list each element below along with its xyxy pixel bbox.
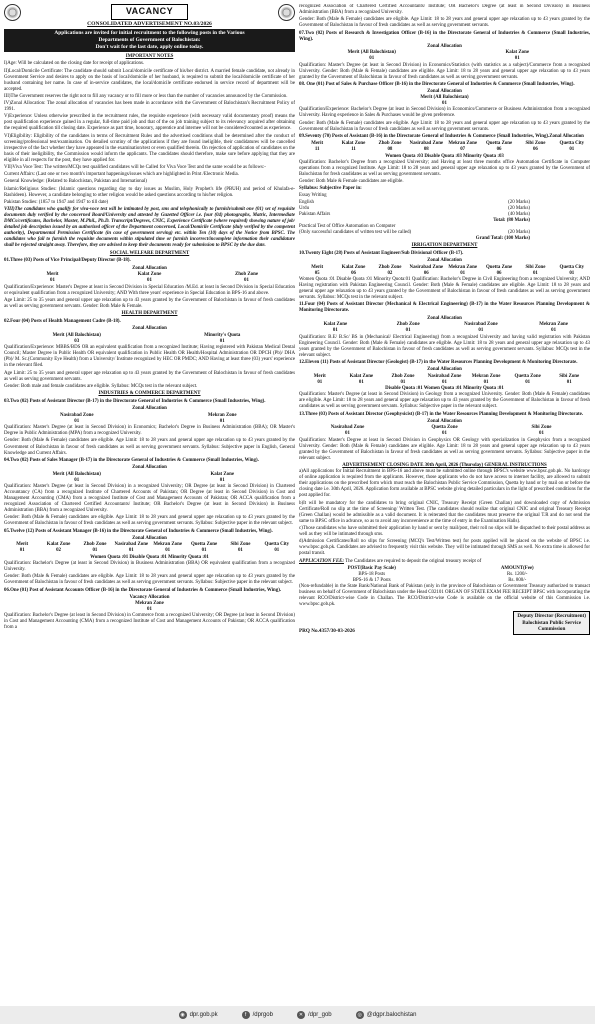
zone-name: Nasirabad Zone bbox=[330, 425, 365, 431]
note-item: VII)Viva Voce Test: The written/MCQs test qualified candidates will be Called for Viva Voce Test and the same would be as follows:- bbox=[4, 164, 266, 170]
zone-count: 01 bbox=[74, 418, 80, 424]
qualification-text: Qualification: Bachelor's Degree (at least in Second Division) in Business Administration (BBA) OR equivalent qualification from a recognized University. bbox=[4, 561, 295, 573]
footer-item[interactable] bbox=[297, 1011, 332, 1019]
zone-name: Nasirabad Zone bbox=[114, 542, 149, 548]
footer-item[interactable] bbox=[242, 1011, 273, 1019]
zone-count: 01 bbox=[128, 548, 134, 554]
zonal-allocation-label: Zonal Allocation bbox=[132, 326, 167, 332]
zone-count: 01 bbox=[274, 548, 280, 554]
post-title: 09.Seventy (70) Posts of Assistant (B-16) in the Directorate General of Industries & Commerce (Small Industries, Wing).Zonal Allocation bbox=[299, 133, 584, 139]
age-limit-text: Age Limit: 25 to 35 years and general upper age relaxation up to 43 years granted by the Government of Balochistan in favour of fresh candidates as well as serving government servants. Gender: Both Male & Female. bbox=[4, 297, 295, 309]
zone-name: Mekran Zone bbox=[448, 141, 478, 147]
zone-name: Mekran Zone bbox=[539, 322, 568, 328]
zone-count: 01 bbox=[237, 548, 243, 554]
zone-name: Quetta Zone bbox=[431, 425, 458, 431]
allocation-table bbox=[299, 50, 590, 62]
facebook-icon: f bbox=[242, 1011, 250, 1019]
zone-count: 02 bbox=[387, 270, 393, 276]
qualification-text: Qualification: Master's Degree (at least in Second Division) in a recognized University; OR Degree (at least in Second Division) in Chartered Accountancy (CA) from a recognized Institute of Chartered Accounts of Pakistan; OR Degree (at least in Second Division) in Cost and Management Accounting (CMA) from a recognized Institute of Cost and Management Accounts of Pakistan; OR ACCA qualification from a recognized Association of Chartered Certified Accountants/ Institute; OR Bachelor's Degree (at least in Second Division) in Business Administration (BBA) from a recognized University. bbox=[4, 484, 295, 514]
zone-count: 01 bbox=[165, 548, 171, 554]
zonal-allocation-label: Zonal Allocation bbox=[427, 257, 462, 263]
notes-title: IMPORTANT NOTES bbox=[125, 53, 174, 59]
zone-name: Nasirabad Zone bbox=[427, 373, 462, 379]
zone-count: 01 bbox=[551, 328, 557, 334]
footer-item[interactable] bbox=[356, 1011, 417, 1019]
department-title: SOCIAL WELFARE DEPARTMENT bbox=[109, 250, 190, 256]
syllabus-subject: English bbox=[299, 199, 314, 205]
zone-count: 02 bbox=[56, 548, 61, 554]
zone-name: Zhob Zone bbox=[396, 322, 420, 328]
instagram-icon: ◎ bbox=[357, 1012, 362, 1018]
footer-text: /dpr_gob bbox=[307, 1012, 332, 1018]
zone-name: Kalat Zone bbox=[341, 264, 366, 270]
fee-header: AMOUNT(Fee) bbox=[500, 565, 534, 571]
zone-name: Merit (All Balochistan) bbox=[420, 95, 469, 101]
banner-line: Applications are invited for initial recruitment to the following posts in the Various bbox=[54, 30, 245, 37]
allocation-table bbox=[4, 542, 295, 554]
zone-name: Nasirabad Zone bbox=[59, 412, 94, 418]
zone-name: Kalat Zone bbox=[505, 50, 529, 56]
age-limit-text: Gender: Both (Male & Female) candidates are eligible. Age Limit: 18 to 28 years and general upper age relaxation up to 43 years granted by the Government of Balochistan in favour of fresh candidates as well as serving government servants. Syllabus: Subjective paper in the relevant subject. bbox=[4, 515, 295, 527]
government-seal-right bbox=[278, 4, 295, 21]
zone-name: Quetta Zone bbox=[514, 373, 541, 379]
syllabus-marks: (20 Marks) bbox=[508, 229, 530, 235]
vacancy-allocation-label: Vacancy Allocation bbox=[129, 594, 170, 600]
zonal-allocation-label: Zonal Allocation bbox=[427, 367, 462, 373]
zone-name: Nasirabad Zone bbox=[409, 264, 444, 270]
post-title: 12.Eleven (11) Posts of Assistant Director (Geologist) (B-17) in the Water Resources Planning Development & Monitoring Directorate. bbox=[299, 360, 578, 366]
syllabus-subject: Pakistan Affairs bbox=[299, 211, 331, 217]
fee-title: APPLICATION FEE: bbox=[299, 558, 344, 564]
post-title: 10.Twenty Eight (28) Posts of Assistant Engineer/Sub Divisional Officer (B-17). bbox=[299, 250, 464, 256]
post-title: 06.One (01) Post of Assistant Accounts Officer (B-16) in the Directorate General of Industries & Commerce (Small Industries, Wing). bbox=[4, 587, 282, 593]
fee-amount: Rs. 1200/- bbox=[507, 571, 528, 577]
zone-name: Merit bbox=[311, 141, 324, 147]
prq-number: PRQ No.4357/30-03-2026 bbox=[299, 628, 355, 635]
zone-count: 01 bbox=[219, 338, 225, 344]
fee-note: (Non-refundable) in the State Bank/National Bank of Pakistan (only in the province of Balochistan or Government Treasury authorized to transact business on behalf of Government of Balochistan under the Head C02101 ORGAN OF STATE EXAM FEE RECEIPT BPSC with incorporating the relevant RCO/District-wise Code in Challan. The RCO/District-wise Code is available on the official website of this Commission i.e. www.bpsc.gob.pk. bbox=[299, 584, 590, 608]
zone-count: 01 bbox=[317, 379, 323, 385]
note-item: VI)Eligibility: Eligibility of the candidates in terms of Recruitment Rules and the advertised conditions shall be determined after the conduct of screening/professional test/examination. On detailed scrutiny of the applications if they are found ineligible, their candidatures will be cancelled irrespective of the fact whether they have appeared in the examination/test or even qualified therein. On rejection of application of candidates on the basis of their ineligibility, the Commission would inform the applicants. The candidates should therefore, make sure before applying that they are eligible in all respects for the post, they have applied for. bbox=[4, 133, 295, 163]
zone-count: 07 bbox=[460, 147, 466, 153]
signatory bbox=[513, 611, 590, 634]
instruction-item: b)It will be mandatory for the candidates to bring original CNIC, Treasury Receipt (Green Challan) and downloaded copy of Admission Certificate/Roll no slip at the time of Screening/ Written Test. (The candidates should realize that original CNIC and original Treasury Receipt (Green Challan) would be admissible as a valid document. It is reiterated that the candidates must preserve the original T.R and do not send the same to BPSC office in advance, so as to avoid any inconvenience at the time of entry in the Examination Halls). bbox=[299, 500, 590, 524]
zonal-allocation-label: Zonal Allocation bbox=[427, 89, 462, 95]
zone-name: Zhob Zone bbox=[235, 272, 258, 278]
zonal-allocation-label: Zonal Allocation bbox=[132, 265, 167, 271]
note-item: Current Affairs: (Last one or two month's important happenings/issues which are highlighted in Print /Electronic Media. bbox=[4, 172, 239, 178]
social-footer bbox=[0, 1006, 595, 1024]
zone-name: Kalat Zone bbox=[46, 542, 71, 548]
zone-count: 01 bbox=[566, 379, 572, 385]
note-item: General Knowledge: (Related to Balochistan, Pakistan and International) bbox=[4, 179, 147, 185]
government-seal-left bbox=[4, 4, 21, 21]
qualification-text: Qualification/Experience: Bachelor's Degree (at least in Second Division) in Economics/Commerce or Business Administration from a recognized University. Having experience in Sales & Purchases would be given preference. bbox=[299, 107, 590, 119]
zone-count: 01 bbox=[345, 431, 350, 437]
qualification-text: Qualification: Bachelor's Degree from a recognized University; and Having at least three months office Automation Certificate in Computer operations from a recognized Institute. Age Limit: 18 to 28 years and general upper age relaxation up to 43 years granted by the Government of Balochistan for fresh candidates as well as serving government servants. bbox=[299, 159, 590, 177]
zone-name: Zhob Zone bbox=[378, 141, 402, 147]
banner-line: Don't wait for the last date, apply online today. bbox=[95, 43, 204, 50]
zone-name: Kalat Zone bbox=[349, 373, 374, 379]
zonal-allocation-label: Zonal Allocation bbox=[427, 315, 462, 321]
zone-count: 06 bbox=[496, 147, 502, 153]
zone-name: Zhob Zone bbox=[83, 542, 107, 548]
age-limit-text: Gender: Both (Male & Female) candidates are eligible. Age Limit: 18 to 28 years and general upper age relaxation up to 43 years granted by the Government of Balochistan in favour of fresh candidates as well as serving government servants. Syllabus: Subjective paper in English, General Knowledge and Current Affairs. bbox=[4, 438, 295, 456]
allocation-table bbox=[299, 374, 590, 386]
zone-count: 05 bbox=[314, 270, 320, 276]
zone-name: Quetta City bbox=[559, 264, 585, 270]
zone-name: Quetta City bbox=[264, 542, 290, 548]
globe-icon: ◉ bbox=[180, 1012, 185, 1018]
post-title: 13.Three (03) Posts of Assistant Director (Geophysicist) (B-17) in the Water Resources Planning Development & Monitoring Directorate. bbox=[299, 411, 584, 417]
quota-line: Disable Quota :01 Women Quota :01 Minority Quota :01 bbox=[385, 386, 504, 392]
zonal-allocation-label: Zonal Allocation bbox=[427, 43, 462, 49]
post-title: 07.Two (02) Posts of Research & Investigation Officer (B-16) in the Directorate General of Industries & Commerce (Small Industries, Wing). bbox=[299, 30, 590, 42]
banner bbox=[4, 29, 295, 52]
qualification-text: Qualification: Bachelor's Degree (at least in Second Division) in Commerce from a recognized University; OR Degree (at least in Second Division) in Cost and Management Accounting (CMA) from a recognized Institute of Cost and Management Accounts of Pakistan; OR ACCA qualification from a bbox=[4, 612, 295, 630]
zonal-allocation-label: Zonal Allocation bbox=[132, 535, 167, 541]
zone-name: Merit bbox=[46, 272, 59, 278]
zone-name: Quetta City bbox=[559, 141, 585, 147]
zone-count: 11 bbox=[314, 147, 320, 153]
gender-text: Gender: Both male and female candidates are eligible. Syllabus: MCQs test in the relevant subject. bbox=[4, 383, 198, 389]
zone-count: 01 bbox=[244, 278, 249, 284]
allocation-table bbox=[299, 322, 590, 334]
zone-name: Zhob Zone bbox=[378, 264, 402, 270]
zone-count: 01 bbox=[405, 328, 411, 334]
zone-name: Sibi Zone bbox=[531, 425, 552, 431]
zone-name: Sibi Zone bbox=[230, 542, 251, 548]
zonal-allocation-label: Zonal Allocation bbox=[427, 418, 462, 424]
banner-line: Departments of Government of Balochistan: bbox=[98, 37, 201, 44]
post-title: 08. One (01) Post of Sales & Purchase Officer (B-16) in the Directorate General of Industries & Commerce (Small Industries, Wing). bbox=[299, 82, 575, 88]
qualification-text: Qualification/Experience: Master's Degree at least in Second Division in Special Education /M.Ed. at least in Second Division in Special Education or equivalent qualification from a recognized University; AND With three years' experience in Special Education in BPS-16 and above. bbox=[4, 284, 295, 296]
fee-post: BPS-18 Posts bbox=[358, 571, 386, 577]
zonal-allocation-label: Zonal Allocation bbox=[132, 406, 167, 412]
zone-count: 01 bbox=[442, 101, 447, 107]
zone-name: Mekran Zone bbox=[207, 412, 237, 418]
signature-block bbox=[299, 611, 590, 634]
syllabus-marks: (20 Marks) bbox=[508, 199, 530, 205]
closing-date-heading: ADVERTISEMENT CLOSING DATE 30th April, 2026 (Thursday) GENERAL INSTRUCTIONS bbox=[342, 463, 547, 469]
qualification-text: Qualification/Experience: MBBS/BDS OR an equivalent qualification from a recognized Institute; Having registered with Pakistan Medical Dental Council; Master Degree in Public Health OR equivalent qualification in Public Health OR Health/Hospital Administration OR DPCH (Pb)/ DHA (Pb)/ M. Sc.(Community Eye Health) from a University/ Institute recognized by HEC OR PMDC; AND Having at least three (03) years' experience in the relevant filed. bbox=[4, 345, 295, 369]
zone-count: 01 bbox=[19, 548, 25, 554]
zone-count: 08 bbox=[423, 147, 429, 153]
zone-count: 01 bbox=[569, 147, 575, 153]
left-column bbox=[4, 4, 295, 1006]
qualification-text: recognized Association of Chartered Certified Accountants/ Institute; OR Bachelor's Degree (at least in Second Division) in Business Administration (BBA) from a recognized University. bbox=[299, 4, 590, 16]
age-limit-text: Gender: Both (Male & Female) candidates are eligible. Age Limit: 18 to 28 years and general upper age relaxation up to 43 years granted by the Government of Balochistan in favour of fresh candidates as well as serving government servants. bbox=[299, 17, 590, 29]
zone-name: Merit bbox=[16, 542, 29, 548]
qualification-text: Qualification: Master's Degree at least in Second Division in Geophysics OR Geology with specialization in Geophysics from a recognized University. Gender: Both (Male & Female) candidates are eligible. Age Limit: 18 to 28 years and general upper age relaxation up to 43 years granted by the Government of Balochistan in favour of fresh candidates as well as serving government servants. Syllabus: Subjective paper in the relevant subject. bbox=[299, 437, 590, 462]
signatory-line: Deputy Director (Recruitment) bbox=[517, 613, 586, 620]
zone-count: 01 bbox=[478, 328, 484, 334]
zone-count: 06 bbox=[496, 270, 502, 276]
age-limit-text: Age Limit: 25 to 35 years and general upper age relaxation up to 43 years granted by the Government of Balochistan in favour of fresh candidates as well as serving government servants. bbox=[4, 370, 295, 382]
footer-item[interactable] bbox=[179, 1011, 218, 1019]
advertisement-number: CONSOLIDATED ADVERTISEMENT NO.03/2026 bbox=[87, 21, 212, 27]
zone-name: Quetta Zone bbox=[485, 141, 513, 147]
zone-name: Kalat Zone bbox=[341, 141, 366, 147]
syllabus-marks: (20 Marks) bbox=[508, 205, 530, 211]
zone-name: Mekran Zone bbox=[471, 373, 501, 379]
allocation-table bbox=[4, 333, 295, 345]
syllabus-marks: Total: (80 Marks) bbox=[493, 217, 530, 223]
gender-text: Gender: Both Male & Female candidates are eligible. bbox=[299, 179, 404, 185]
syllabus-subject: Practical Test of Office Automation on Computer bbox=[299, 223, 396, 229]
syllabus-marks: (40 Marks) bbox=[508, 211, 530, 217]
zone-count: 01 bbox=[442, 379, 447, 385]
zone-name: Kalat Zone bbox=[323, 322, 348, 328]
zone-name: Kalat Zone bbox=[210, 471, 234, 477]
fee-post: BPS-16 & 17 Posts bbox=[352, 577, 391, 583]
zone-name: Merit (All Balochistan) bbox=[52, 471, 101, 477]
zone-count: 01 bbox=[400, 379, 406, 385]
note-item: Islamic/Religious Studies: (Islamic questions regarding day to day issues as Muslim, Holy Prophet's life (PBUH) and period of Khulafa-e-Rashideen). However, a candidate belonging to other religion would be asked questions according to his/her religion. bbox=[4, 186, 295, 198]
post-title: 11.Four (04) Posts of Assistant Director (Mechanical & Electrical Engineering) (B-17) in the Water Resources Planning Development & Monitoring Directorate. bbox=[299, 302, 590, 314]
footer-text: /dprgob bbox=[252, 1012, 273, 1018]
zone-count: 01 bbox=[539, 431, 544, 437]
zone-count: 01 bbox=[332, 328, 338, 334]
age-limit-text: Gender: Both (Male & Female) candidates are eligible. Age Limit: 18 to 28 years and general upper age relaxation up to 43 years granted by the Government of Balochistan in favour of fresh candidates as well as serving government servants. Syllabus: Subjective paper in the relevant subject. bbox=[4, 574, 295, 586]
syllabus-subject: Essay Writing bbox=[299, 193, 327, 199]
zone-count: 01 bbox=[569, 270, 575, 276]
zone-name: Merit bbox=[311, 264, 324, 270]
zone-name: Quetta Zone bbox=[485, 264, 513, 270]
instruction-item: d)Admission Certificates/Roll no slips for Screening (MCQ's Test/Written test) for posts applied will be placed on the website of BPSC i.e. www.bpsc.gob.pk. Candidates are advised to frequently visit this website. They will be intimated through SMS as well. No extra time is allowed for postal transit. bbox=[299, 539, 590, 557]
note-item: III)The Government reserves the right not to fill any vacancy or to fill more or less than the number of vacancies announced by the Commission. bbox=[4, 93, 288, 99]
zone-count: 01 bbox=[74, 477, 80, 483]
zone-name: Minority's Quota bbox=[204, 332, 241, 338]
zone-name: Quetta Zone bbox=[190, 542, 218, 548]
post-title: 04.Two (02) Posts of Sales Manager (B-17) in the Directorate General of Industries & Commerce (Small Industries, Wing). bbox=[4, 457, 259, 463]
allocation-table bbox=[299, 141, 590, 153]
allocation-table bbox=[299, 425, 590, 437]
zone-count: 01 bbox=[147, 606, 152, 612]
note-item: VIII)The candidates who qualify for viva-voce test will be intimated by post, sms and telephonically to furnish/submit one (01) set of requisite documents duly verified by the concerned Board/University and attested by Guzetted Officer i.e. four (04) photographs, Matric, Intermediate DMCs/certificates, Bachelor, Master, M.Phil., Ph.D. Transcript/Degrees, CNIC, Experience Certificate (where required) showing nature of job/ detailed job description issued by an authorized officer of the Department concerned, Local/Domicile Certificate (duly verified by the competent authority), Departmental Permission Certificate (in case of government serving) etc. within Ten (10) days of the Notice from BPSC. The candidates who fail to furnish the requisite documents within stipulated time or furnish incorrect/incomplete information their candidature shall be rejected straight away. Therefore, they are advised to keep their documents ready for submission to BPSC by the due date. bbox=[4, 207, 295, 249]
right-column bbox=[299, 4, 590, 1006]
application-fee bbox=[299, 559, 590, 565]
note-item: II)Local/Domicile Certificate: The candidate should submit Local/domicile certificate of his/her district. A married female candidate, not already in Government Service and desires to apply on the basis of local/domicile of her husband, is required to submit the local/domicile certificate of her husband containing her name. In case of in-service candidates, the local/domicile certificate endorsed in service record of department will be accepted. bbox=[4, 68, 295, 92]
qualification-text: Qualification: Master's Degree (at least in Second Division) in Economics/Statistics (with statistics as a subject)/Commerce from a recognized University. Gender: Both (Male & Female) candidates are eligible. Age Limit: 18 to 28 years and general upper age relaxation up to 43 years granted by the Government of Balochistan in favour of fresh candidates as well as serving government servants. bbox=[299, 62, 590, 80]
fee-header: POST(Basic Pay Scale) bbox=[347, 565, 396, 571]
instruction-item: a)All applications for Initial Recruitment in BPS-16 and above must be submitted online through BPSC's website www.bpsc.gob.pk. No hardcopy of online application is required from the applicants. However, those applicants who do not have access to internet facility, are allowed to submit their applications on the prescribed form which must reach the Balochistan Public Service Commission, Quetta by hand or by mail on or before the closing date i.e. 30th April, 2026. Application form available at BPSC website giving detailed particulars in the light of prescribed conditions for the post applied for. bbox=[299, 469, 590, 499]
fee-amount: Rs. 800/- bbox=[508, 577, 527, 583]
note-item: Pakistan Studies: (1857 to 1947 and 1947 to till date) bbox=[4, 199, 109, 205]
zone-count: 08 bbox=[387, 147, 393, 153]
zone-count: 03 bbox=[74, 338, 80, 344]
department-title: IRRIGATION DEPARTMENT bbox=[411, 243, 478, 249]
zone-name: Zhob Zone bbox=[391, 373, 415, 379]
department-title: HEALTH DEPARTMENT bbox=[121, 311, 178, 317]
zonal-allocation-label: Zonal Allocation bbox=[132, 464, 167, 470]
qualification-text: Women Quota :01 Disable Quota :01 Minority Quota:01 Qualification: Bachelor's Degree in Civil Engineering from a recognized University; AND Having registration with Pakistan Engineering Council. Gender: Both (Male & Female) candidates are eligible. Age Limit: 18 to 28 years and general upper age relaxation up to 43 years granted by the Government of Balochistan in favour of fresh candidates as well as serving government servants. Syllabus: MCQs test in the relevant subject. bbox=[299, 277, 590, 301]
zone-name: Merit (All Balochistan) bbox=[52, 332, 101, 338]
quota-line: Women Quota :01 Disable Quota :01 Minority Quota :01 bbox=[90, 554, 209, 560]
zone-count: 01 bbox=[514, 56, 520, 62]
department-title: INDUSTRIES & COMMERCE DEPARTMENT bbox=[98, 391, 201, 397]
zone-count: 01 bbox=[219, 418, 225, 424]
syllabus-row bbox=[299, 236, 590, 242]
fee-table bbox=[299, 566, 590, 584]
post-title: 05.Twelve (12) Posts of Assistant Manager (B-16) in the Directorate General of Industries & Commerce (Small Industries, Wing). bbox=[4, 528, 273, 534]
qualification-text: Qualification: Master's Degree (at least in Second Division) in Geology from a recognized University. Gender: Both (Male & Female) candidates are eligible. Age Limit: 18 to 28 years and general upper age relaxation up to 43 years granted by the Government of Balochistan in favour of fresh candidates as well as serving government servants. Syllabus: Subjective paper in the relevant subject. bbox=[299, 392, 590, 410]
syllabus-subject: Urdu bbox=[299, 205, 310, 211]
footer-text: dpr.gob.pk bbox=[189, 1012, 218, 1018]
zone-count: 06 bbox=[532, 147, 538, 153]
note-item: IV)Zonal Allocation: The zonal allocation of vacancies has been made in accordance with the Government of Balochistan's Recruitment Policy of 1991. bbox=[4, 101, 295, 113]
note-item: I)Age: Will be calculated on the closing date for receipt of applications. bbox=[4, 61, 145, 67]
zone-count: 06 bbox=[351, 270, 356, 276]
zone-count: 01 bbox=[92, 548, 98, 554]
quota-line: Women Quota :03 Disable Quota :03 Minority Quota :03 bbox=[385, 153, 504, 159]
zone-name: Merit (All Balochistan) bbox=[347, 50, 396, 56]
allocation-table bbox=[4, 413, 295, 425]
signatory-line: Balochistan Public Service bbox=[522, 619, 582, 626]
allocation-table bbox=[299, 265, 590, 277]
age-limit-text: Gender: Both (Male & Female) candidates are eligible. Age Limit: 18 to 28 years and general upper age relaxation up to 43 years granted by the Government of Balochistan in favour of fresh candidates as well as serving government servants. bbox=[299, 120, 590, 132]
zone-name: Sibi Zone bbox=[559, 373, 580, 379]
zone-count: 01 bbox=[532, 270, 538, 276]
zone-count: 01 bbox=[219, 477, 225, 483]
zone-name: Nasirabad Zone bbox=[409, 141, 444, 147]
instruction-item: c)Those candidates who have submitted their application by hand or sent by mail/post, their roll no slips will be dispatched to their postal address as well as they will be intimated through sms. bbox=[299, 525, 590, 537]
footer-text: @dgpr.balochistan bbox=[366, 1012, 417, 1018]
zone-name: Kalat Zone bbox=[137, 272, 162, 278]
qualification-text: Qualification: Master's Degree (at least in Second Division) in Economics; Bachelor's Degree in Business Administration (BBA); OR Master's Degree in Public Administration (MPA) from a recognized University. bbox=[4, 425, 295, 437]
zone-count: 01 bbox=[369, 56, 375, 62]
zone-name: Mekran Zone bbox=[153, 542, 183, 548]
vacancy-title: VACANCY bbox=[111, 4, 188, 19]
zone-name: Mekran Zone bbox=[448, 264, 478, 270]
zone-count: 01 bbox=[50, 278, 55, 284]
qualification-text: Qualification: B.E/ B.Sc/ BS in (Mechanical/ Electrical Engineering) from a recognized University and having valid registration with Pakistan Engineering Council. Gender: Both (Male & Female) candidates are eligible. Age Limit: 18 to 28 years and general upper age relaxation up to 43 years granted by the Government of Balochistan in favour of fresh candidates as well as serving government servants. Syllabus: MCQs test in the relevant subject. bbox=[299, 334, 590, 358]
zone-count: 06 bbox=[423, 270, 429, 276]
zone-count: 01 bbox=[442, 431, 447, 437]
syllabus-marks: Grand Total: (100 Marks) bbox=[475, 235, 530, 241]
syllabus-title: Syllabus: Subjective Paper in: bbox=[299, 186, 362, 192]
fee-text: The Candidates are required to deposit the original treasury receipt of bbox=[345, 558, 482, 564]
zone-count: 01 bbox=[147, 278, 152, 284]
zone-name: Nasirabad Zone bbox=[464, 322, 498, 328]
allocation-table bbox=[4, 472, 295, 484]
header bbox=[4, 4, 295, 20]
zone-count: 01 bbox=[525, 379, 531, 385]
x-icon: ✕ bbox=[298, 1012, 304, 1018]
allocation-table bbox=[4, 272, 295, 284]
zone-count: 01 bbox=[483, 379, 489, 385]
note-item: V)Experience: Unless otherwise prescribed in the recruitment rules, the requisite experience (with necessary valid documentary proof) means the post qualification experience gained in a regular, full-time paid job and that of the on job training subject to its relevancy acquired after obtaining the required qualification till closing date. Experience as part time, honorary, apprentice and internee will not be considered/counted as experience. bbox=[4, 114, 295, 132]
syllabus-subject: (Only successful candidates of written test will be called) bbox=[299, 229, 412, 235]
zone-name: Sibi Zone bbox=[525, 264, 546, 270]
zone-name: Mekran Zone bbox=[135, 600, 164, 606]
post-title: 03.Two (02) Posts of Assistant Director (B-17) in the Directorate General of Industries & Commerce (Small Industries, Wing). bbox=[4, 398, 266, 404]
zone-count: 01 bbox=[358, 379, 364, 385]
post-title: 01.Three (03) Posts of Vice Principal/Deputy Director (B-18). bbox=[4, 258, 131, 264]
zone-count: 11 bbox=[351, 147, 356, 153]
zone-name: Sibi Zone bbox=[525, 141, 546, 147]
signatory-line: Commission bbox=[537, 626, 566, 633]
post-title: 02.Four (04) Posts of Health Management Cadre (B-18). bbox=[4, 318, 121, 324]
zone-name: Merit bbox=[313, 373, 326, 379]
zone-count: 01 bbox=[201, 548, 207, 554]
zone-count: 01 bbox=[460, 270, 466, 276]
